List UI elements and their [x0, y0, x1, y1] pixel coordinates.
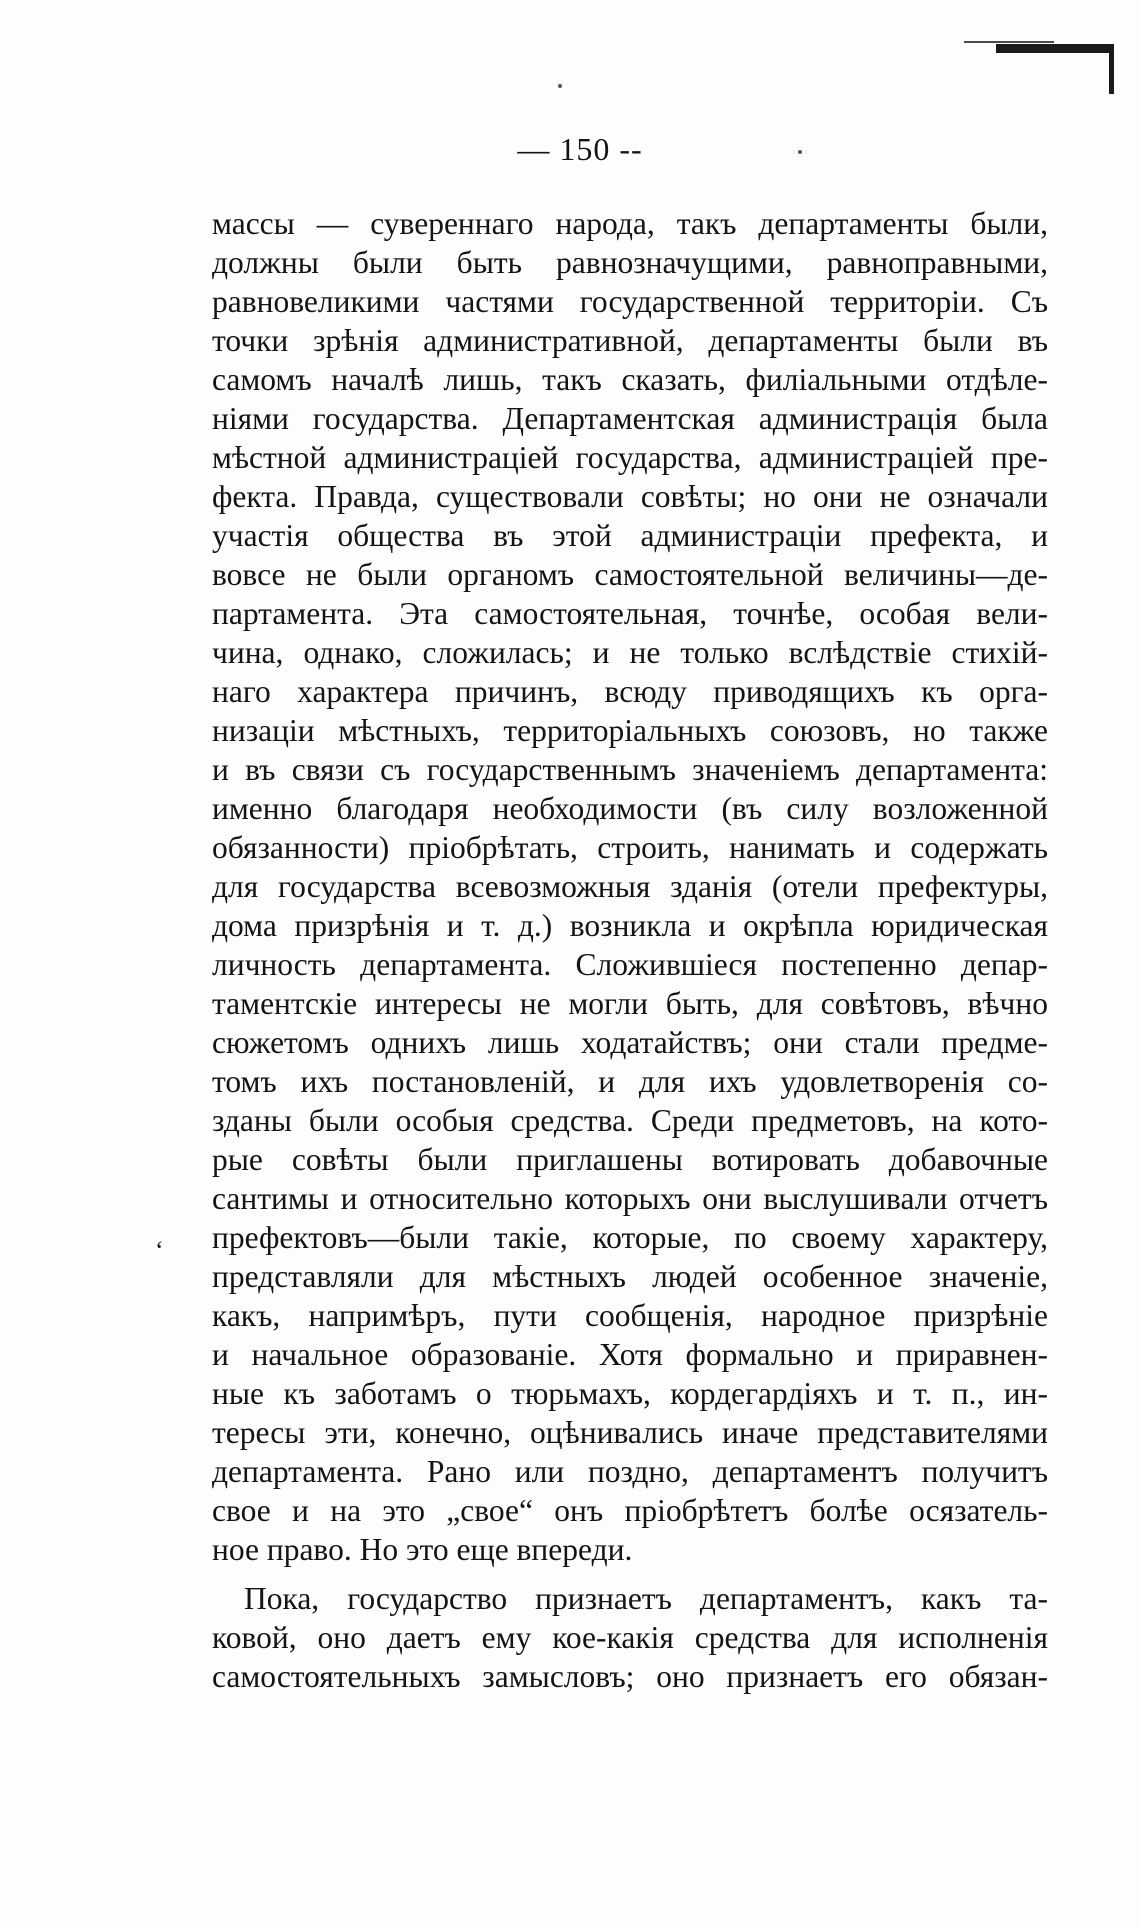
page-number: — 150 --	[517, 131, 643, 167]
text-line: сантимы и относительно которыхъ они выслушивали отчетъ	[212, 1181, 1048, 1216]
text-line: ные къ заботамъ о тюрьмахъ, кордегардіяхъ и т. п., ин-	[212, 1376, 1048, 1411]
text-line: сюжетомъ однихъ лишь ходатайствъ; они стали предме-	[212, 1025, 1048, 1060]
scan-thin-line	[964, 41, 1054, 43]
text-line: ковой, оно даетъ ему кое-какія средства для исполненія	[212, 1620, 1048, 1655]
text-line: и въ связи съ государственнымъ значеніемъ департамента:	[212, 752, 1048, 787]
text-line: таментскіе интересы не могли быть, для совѣтовъ, вѣчно	[212, 986, 1048, 1021]
text-line: фекта. Правда, существовали совѣты; но они не означали	[212, 479, 1048, 514]
text-line: вовсе не были органомъ самостоятельной величины—де-	[212, 557, 1048, 592]
text-line: дома призрѣнія и т. д.) возникла и окрѣпла юридическая	[212, 908, 1048, 943]
text-line: равновеликими частями государственной территоріи. Съ	[212, 284, 1048, 319]
text-line: самомъ началѣ лишь, такъ сказать, филіальными отдѣле-	[212, 362, 1048, 397]
paragraph-gap	[212, 1569, 1048, 1579]
text-line: мѣстной администраціей государства, администраціей пре-	[212, 440, 1048, 475]
text-line: рые совѣты были приглашены вотировать добавочные	[212, 1142, 1048, 1177]
text-line: должны были быть равнозначущими, равноправными,	[212, 245, 1048, 280]
text-line: чина, однако, сложилась; и не только вслѣдствіе стихій-	[212, 635, 1048, 670]
text-line: наго характера причинъ, всюду приводящихъ къ орга-	[212, 674, 1048, 709]
scan-speck	[558, 84, 562, 88]
text-line: обязанности) пріобрѣтать, строить, нанимать и содержать	[212, 830, 1048, 865]
scan-corner-mark	[964, 38, 1114, 98]
text-line: личность департамента. Сложившіеся постепенно депар-	[212, 947, 1048, 982]
text-line: точки зрѣнія административной, департаменты были въ	[212, 323, 1048, 358]
text-line: массы — сувереннаго народа, такъ департаменты были,	[212, 206, 1048, 241]
text-line: Пока, государство признаетъ департаментъ, какъ та-	[244, 1581, 1048, 1616]
margin-mark: ‘	[155, 1236, 164, 1265]
paragraph	[212, 204, 1048, 1569]
text-line: томъ ихъ постановленій, и для ихъ удовлетворенія со-	[212, 1064, 1048, 1099]
text-line: самостоятельныхъ замысловъ; оно признаетъ его обязан-	[212, 1659, 1048, 1694]
text-line: департамента. Рано или поздно, департаментъ получитъ	[212, 1454, 1048, 1489]
text-line: низаціи мѣстныхъ, территоріальныхъ союзовъ, но также	[212, 713, 1048, 748]
body-text	[212, 204, 1048, 1696]
text-line: ное право. Но это еще впереди.	[212, 1532, 633, 1567]
text-line: участія общества въ этой администраціи префекта, и	[212, 518, 1048, 553]
text-line: какъ, напримѣръ, пути сообщенія, народное призрѣніе	[212, 1298, 1048, 1333]
text-line: зданы были особыя средства. Среди предметовъ, на кото-	[212, 1103, 1048, 1138]
text-line: представляли для мѣстныхъ людей особенное значеніе,	[212, 1259, 1048, 1294]
text-line: ніями государства. Департаментская администрація была	[212, 401, 1048, 436]
paragraph	[212, 1579, 1048, 1696]
text-line: партамента. Эта самостоятельная, точнѣе, особая вели-	[212, 596, 1048, 631]
text-line: префектовъ—были такіе, которые, по своему характеру,	[212, 1220, 1048, 1255]
text-line: именно благодаря необходимости (въ силу возложенной	[212, 791, 1048, 826]
text-line: свое и на это „свое“ онъ пріобрѣтетъ болѣе осязатель-	[212, 1493, 1048, 1528]
text-line: для государства всевозможныя зданія (отели префектуры,	[212, 869, 1048, 904]
scan-bar	[996, 44, 1114, 53]
scan-vertical-bar	[1109, 44, 1114, 94]
text-line: и начальное образованіе. Хотя формально и приравнен-	[212, 1337, 1048, 1372]
text-line: тересы эти, конечно, оцѣнивались иначе представителями	[212, 1415, 1048, 1450]
